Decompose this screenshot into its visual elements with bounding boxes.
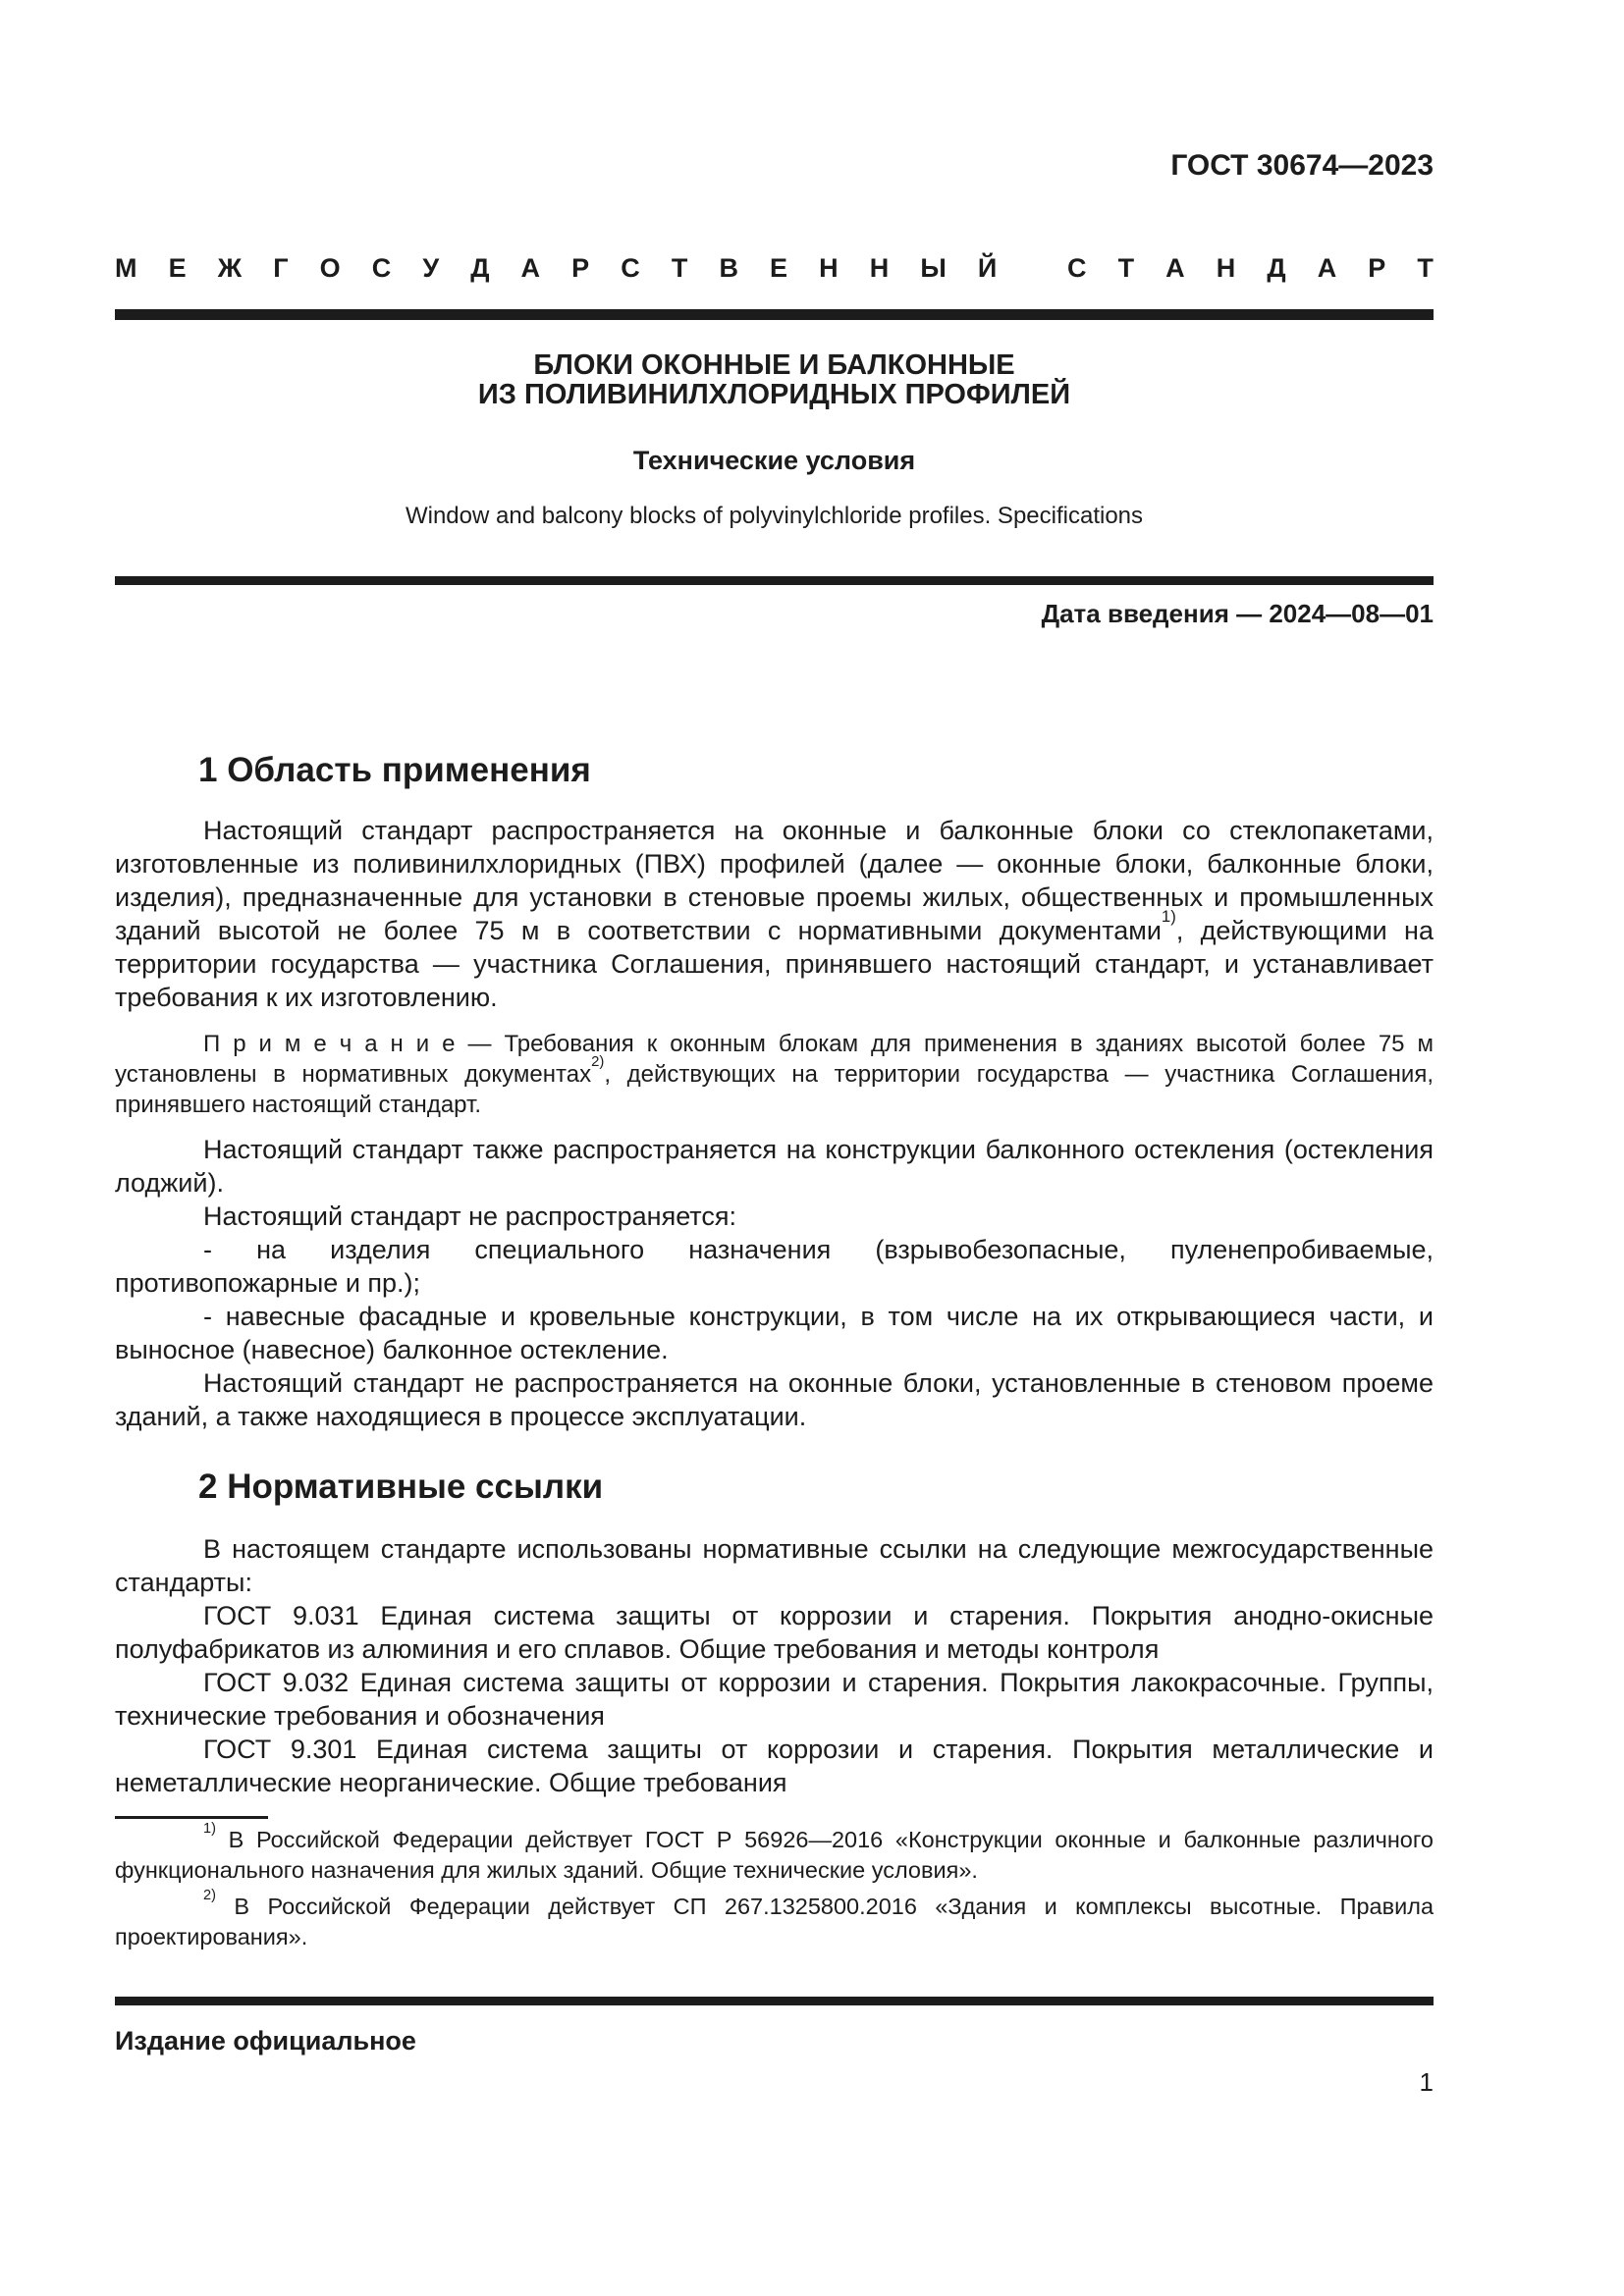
paragraph: Настоящий стандарт не распространяется: [203, 1201, 736, 1231]
header-divider-rule [115, 309, 1434, 320]
footnote-separator-rule [115, 1816, 268, 1819]
doc-title-line-1: БЛОКИ ОКОННЫЕ И БАЛКОННЫЕ [533, 349, 1015, 381]
paragraph: Настоящий стандарт также распространяется на конструкции балконного остекления (остекления лоджий). [115, 1135, 1434, 1198]
footer-divider-rule [115, 1997, 1434, 2005]
footnote-1-marker: 1) [203, 1820, 216, 1837]
paragraph: - навесные фасадные и кровельные конструкции, в том числе на их открывающиеся части, и выносное (навесное) балконное остекление. [115, 1302, 1434, 1364]
footnote-1 [115, 1820, 1435, 1886]
date-divider-rule [115, 576, 1434, 585]
effective-date: Дата введения — 2024—08—01 [1041, 599, 1434, 628]
footnote-1-text: В Российской Федерации действует ГОСТ Р 56926—2016 «Конструкции оконные и балконные различного функционального назначения для жилых зданий. Общие технические условия». [115, 1827, 1435, 1883]
paragraph: ГОСТ 9.031 Единая система защиты от коррозии и старения. Покрытия анодно-окисные полуфабрикатов из алюминия и его сплавов. Общие требования и методы контроля [115, 1601, 1434, 1664]
paragraph: ГОСТ 9.301 Единая система защиты от коррозии и старения. Покрытия металлические и неметаллические неорганические. Общие требования [115, 1735, 1434, 1797]
footnote-2 [115, 1887, 1435, 1952]
page-number: 1 [1419, 2067, 1434, 2097]
paragraph: ГОСТ 9.032 Единая система защиты от коррозии и старения. Покрытия лакокрасочные. Группы, технические требования и обозначения [115, 1668, 1434, 1731]
edition-note: Издание официальное [115, 2026, 416, 2056]
paragraph: Настоящий стандарт не распространяется на оконные блоки, установленные в стеновом проеме зданий, а также находящиеся в процессе эксплуатации. [115, 1368, 1434, 1431]
doc-subtitle-en: Window and balcony blocks of polyvinylchloride profiles. Specifications [405, 503, 1144, 529]
paragraph: Настоящий стандарт распространяется на оконные и балконные блоки со стеклопакетами, изготовленные из поливинилхлоридных (ПВХ) профилей (далее — оконные блоки, балконные блоки, изделия), предназначенные для установки в стеновые проемы жилых, общественных и промышленных зданий высотой не более 75 м в соответствии с нормативными документами$^{1)}$, действующими на территории государства — участника Соглашения, принявшего настоящий стандарт, и устанавливает требования к их изготовлению. [115, 816, 1434, 1012]
doc-title [115, 350, 1434, 409]
paragraph: - на изделия специального назначения (взрывобезопасные, пуленепробиваемые, противопожарные и пр.); [115, 1235, 1434, 1298]
footnote-2-text: В Российской Федерации действует СП 267.1325800.2016 «Здания и комплексы высотные. Правила проектирования». [115, 1894, 1435, 1949]
note-paragraph: П р и м е ч а н и е — Требования к оконным блокам для применения в зданиях высотой более 75 м установлены в нормативных документах$^{2)}$, действующих на территории государства — участника Соглашения, принявшего настоящий стандарт. [115, 1031, 1434, 1118]
doc-number: ГОСТ 30674—2023 [1170, 149, 1434, 182]
doc-subtitle-ru: Технические условия [632, 446, 916, 475]
page-content [115, 0, 1434, 2098]
paragraph: В настоящем стандарте использованы нормативные ссылки на следующие межгосударственные стандарты: [115, 1534, 1434, 1597]
doc-title-line-2: ИЗ ПОЛИВИНИЛХЛОРИДНЫХ ПРОФИЛЕЙ [477, 379, 1071, 410]
footnote-2-marker: 2) [203, 1887, 216, 1903]
standard-kind-heading: М Е Ж Г О С У Д А Р С Т В Е Н Н Ы Й С Т А Н Д А Р Т [115, 253, 1434, 283]
section-2-heading: 2 Нормативные ссылки [198, 1468, 604, 1506]
section-1-heading: 1 Область применения [198, 751, 591, 789]
